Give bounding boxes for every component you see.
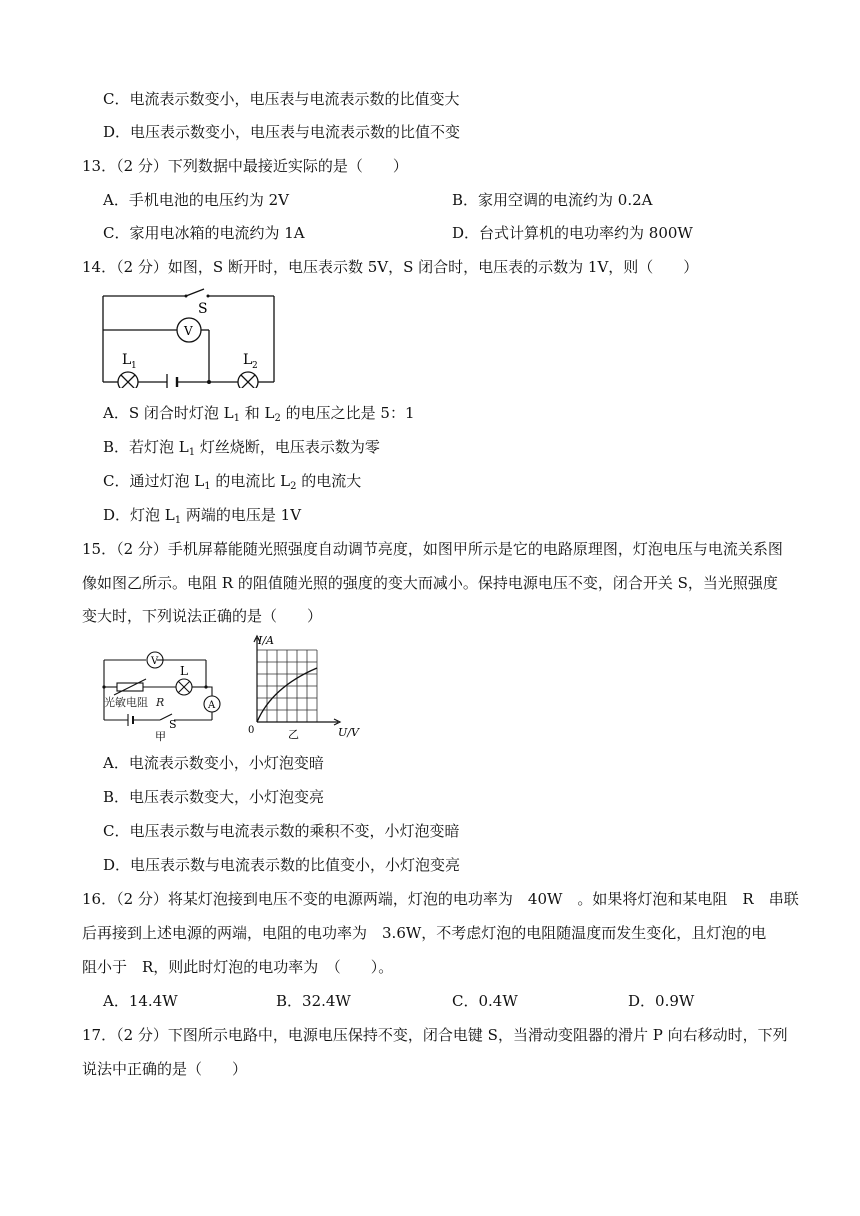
q15-switch-label: S (169, 718, 177, 731)
q16-option-b: B．32.4W (276, 992, 351, 1010)
q13-option-a: A．手机电池的电压约为 2V (103, 191, 289, 209)
q14-voltmeter-label: V (184, 324, 193, 338)
q12-option-d: D．电压表示数变小，电压表与电流表示数的比值不变 (103, 123, 461, 141)
q15-stem-line3: 变大时，下列说法正确的是（ ） (82, 607, 323, 625)
q14-lamp1-sub: 1 (131, 361, 137, 371)
q12-option-c: C．电流表示数变小，电压表与电流表示数的比值变大 (103, 90, 460, 108)
q14-circuit-diagram (98, 286, 278, 388)
q14-option-d: D．灯泡 $L_1$ 两端的电压是 1V (103, 506, 302, 526)
q16-option-d: D．0.9W (628, 992, 695, 1010)
q17-stem-line2: 说法中正确的是（ ） (82, 1060, 248, 1078)
q14-switch-label: S (198, 301, 208, 317)
q13-stem: 13．（2 分）下列数据中最接近实际的是（ ） (82, 157, 408, 175)
q14-option-a: A．S 闭合时灯泡 $L_1$ 和 $L_2$ 的电压之比是 5：1 (103, 404, 415, 424)
q15-stem-line2: 像如图乙所示。电阻 R 的阻值随光照的强度的变大而减小。保持电源电压不变，闭合开关 S，当光照强度 (82, 574, 778, 592)
q13-option-b: B．家用空调的电流约为 0.2A (452, 191, 653, 209)
q14-lamp2-label: L (243, 352, 253, 368)
q14-lamp1-label: L (122, 352, 132, 368)
q13-option-d: D．台式计算机的电功率约为 800W (452, 224, 693, 242)
q14-option-c: C．通过灯泡 $L_1$ 的电流比 $L_2$ 的电流大 (103, 472, 362, 492)
q15-resistor-label: 光敏电阻 (104, 696, 148, 709)
q15-ammeter-label: A (208, 700, 216, 711)
q15-voltmeter-label: V (151, 656, 159, 667)
q13-option-c: C．家用电冰箱的电流约为 1A (103, 224, 305, 242)
q15-caption-yi: 乙 (288, 728, 299, 740)
q15-graph-xlabel: U/V (338, 726, 359, 739)
q15-lamp-label: L (180, 664, 188, 678)
q16-stem-line2: 后再接到上述电源的两端，电阻的电功率为 3.6W，不考虑灯泡的电阻随温度而发生变化，且灯泡的电 (82, 924, 767, 942)
q15-option-d: D．电压表示数与电流表示数的比值变小，小灯泡变亮 (103, 856, 461, 874)
q15-graph-ylabel: I/A (258, 634, 274, 647)
q15-option-a: A．电流表示数变小，小灯泡变暗 (103, 754, 324, 772)
q16-option-c: C．0.4W (452, 992, 518, 1010)
q15-circuit-diagram (98, 646, 228, 742)
q14-stem: 14．（2 分）如图，S 断开时，电压表示数 5V，S 闭合时，电压表的示数为 1V，则（ ） (82, 258, 699, 276)
q15-stem-line1: 15．（2 分）手机屏幕能随光照强度自动调节亮度，如图甲所示是它的电路原理图，灯泡电压与电流关系图 (82, 540, 783, 558)
q15-caption-jia: 甲 (155, 730, 166, 742)
q17-stem-line1: 17．（2 分）下图所示电路中，电源电压保持不变，闭合电键 S，当滑动变阻器的滑片 P 向右移动时，下列 (82, 1026, 788, 1044)
q16-stem-line1: 16．（2 分）将某灯泡接到电压不变的电源两端，灯泡的电功率为 40W 。如果将灯泡和某电阻 R 串联 (82, 890, 799, 908)
q16-option-a: A．14.4W (103, 992, 178, 1010)
q16-stem-line3: 阻小于 R，则此时灯泡的电功率为 （ ）。 (82, 958, 394, 976)
q15-graph-origin: 0 (248, 725, 255, 736)
q15-iu-graph (242, 632, 360, 740)
q15-resistor-var: R (156, 696, 165, 709)
q15-option-c: C．电压表示数与电流表示数的乘积不变，小灯泡变暗 (103, 822, 460, 840)
q15-option-b: B．电压表示数变大，小灯泡变亮 (103, 788, 325, 806)
q14-option-b: B．若灯泡 $L_1$ 灯丝烧断，电压表示数为零 (103, 438, 380, 458)
q14-lamp2-sub: 2 (252, 361, 258, 371)
